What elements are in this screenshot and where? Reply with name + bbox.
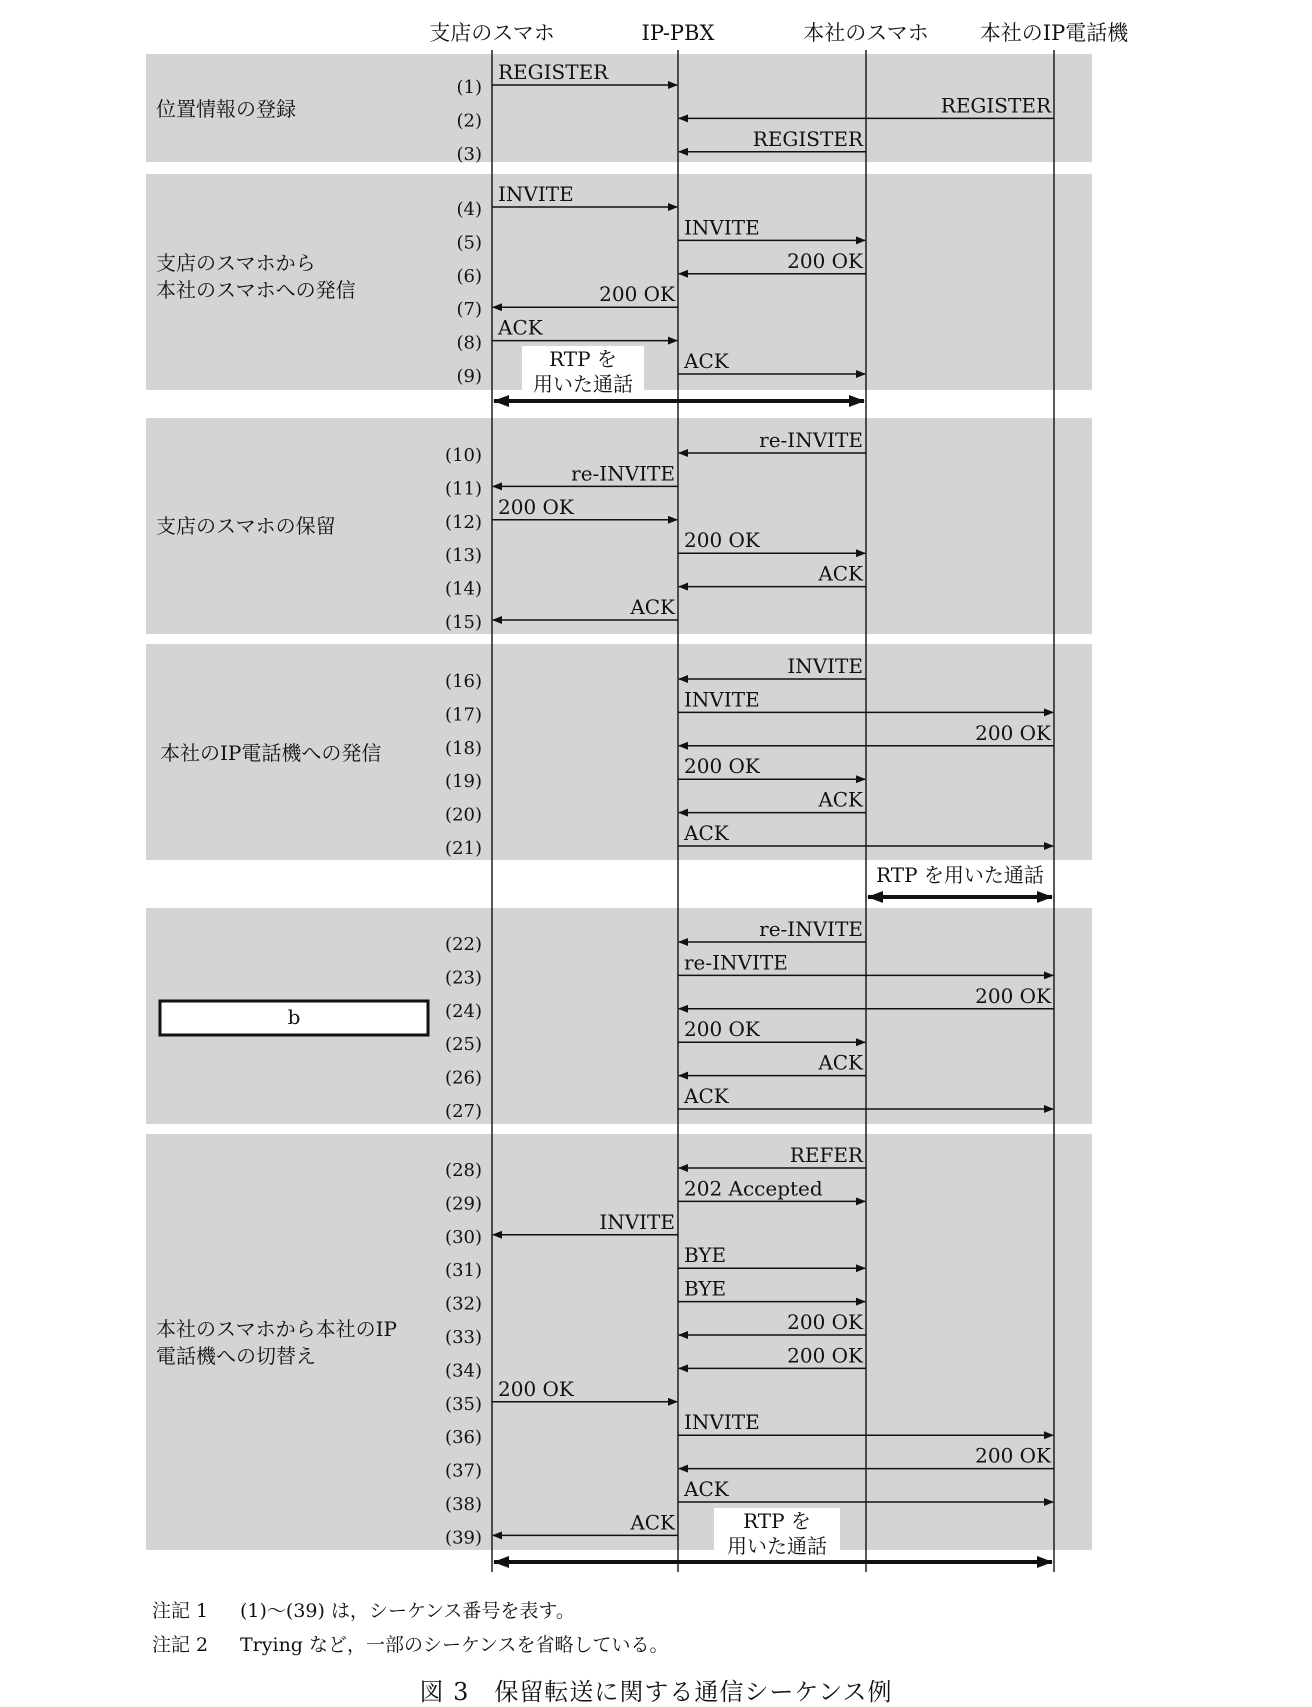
message-label: INVITE — [599, 1209, 675, 1234]
message-label: INVITE — [787, 654, 863, 678]
sequence-number: (9) — [456, 366, 482, 387]
figure-caption: 図 3 保留転送に関する通信シーケンス例 — [419, 1678, 893, 1706]
message-label: re-INVITE — [684, 950, 788, 975]
message-label: re-INVITE — [571, 461, 675, 486]
message-label: 200 OK — [498, 494, 574, 519]
message-label: REFER — [789, 1143, 863, 1167]
rtp-label-line-1: RTP を用いた通話 — [876, 863, 1044, 887]
message-label: 202 Accepted — [684, 1176, 823, 1201]
sequence-number: (17) — [445, 704, 482, 726]
sequence-number: (4) — [456, 199, 482, 220]
sequence-number: (5) — [456, 232, 482, 254]
message-label: ACK — [684, 821, 729, 845]
sequence-number: (18) — [445, 737, 482, 759]
sequence-number: (14) — [445, 578, 482, 600]
note-2-text: Trying など，一部のシーケンスを省略している。 — [240, 1634, 669, 1656]
sequence-number: (24) — [445, 1000, 482, 1022]
note-1 — [152, 1596, 575, 1623]
sequence-number: (13) — [445, 545, 482, 567]
message-label: BYE — [684, 1243, 727, 1268]
section-label-6-line-2: 電話機への切替え — [156, 1344, 316, 1368]
message-label: ACK — [818, 561, 863, 586]
rtp-label-line-2: 用いた通話 — [727, 1534, 827, 1558]
sequence-number: (33) — [445, 1327, 482, 1348]
message-label: INVITE — [498, 182, 574, 206]
message-label: 200 OK — [599, 282, 675, 307]
sequence-number: (21) — [445, 838, 482, 859]
message-label: ACK — [818, 787, 863, 812]
message-label: 200 OK — [975, 1443, 1051, 1468]
message-label: 200 OK — [684, 1017, 760, 1042]
note-2 — [152, 1630, 669, 1657]
participant-label-4: 本社のIP電話機 — [979, 21, 1129, 45]
sequence-number: (3) — [456, 143, 482, 165]
sequence-number: (10) — [445, 445, 482, 466]
sequence-number: (27) — [445, 1101, 482, 1122]
section-label-3-line-1: 支店のスマホの保留 — [156, 514, 336, 538]
sequence-number: (20) — [445, 804, 482, 826]
sequence-number: (19) — [445, 771, 482, 793]
participant-label-1: 支店のスマホ — [429, 21, 555, 45]
sequence-number: (39) — [445, 1527, 482, 1549]
section-label-1-line-1: 位置情報の登録 — [156, 97, 296, 121]
sequence-number: (25) — [445, 1034, 482, 1056]
note-1-text: (1)～(39) は，シーケンス番号を表す。 — [240, 1600, 575, 1622]
sequence-number: (36) — [445, 1427, 482, 1449]
message-label: 200 OK — [787, 248, 863, 273]
message-label: 200 OK — [975, 983, 1051, 1008]
message-label: INVITE — [684, 1410, 760, 1435]
sequence-number: (11) — [445, 478, 482, 500]
sequence-number: (37) — [445, 1460, 482, 1482]
sequence-number: (29) — [445, 1193, 482, 1215]
sequence-number: (30) — [445, 1226, 482, 1248]
message-label: REGISTER — [498, 60, 609, 84]
message-label: REGISTER — [752, 126, 863, 151]
message-label: 200 OK — [975, 720, 1051, 745]
participant-label-2: IP-PBX — [641, 21, 715, 45]
sequence-number: (28) — [445, 1160, 482, 1181]
note-1-label: 注記 1 — [152, 1600, 209, 1622]
note-2-label: 注記 2 — [152, 1634, 209, 1656]
sequence-number: (32) — [445, 1293, 482, 1315]
message-label: ACK — [630, 1510, 675, 1535]
message-label: 200 OK — [684, 528, 760, 553]
message-label: re-INVITE — [759, 428, 863, 452]
message-label: INVITE — [684, 215, 760, 240]
rtp-label-line-1: RTP を — [549, 347, 617, 371]
sequence-number: (6) — [456, 265, 482, 287]
message-label: BYE — [684, 1276, 727, 1301]
message-label: ACK — [498, 315, 543, 340]
message-label: ACK — [630, 595, 675, 619]
sequence-number: (12) — [445, 511, 482, 533]
section-label-2-line-2: 本社のスマホへの発信 — [156, 278, 356, 302]
sequence-number: (15) — [445, 612, 482, 633]
rtp-call-2 — [868, 863, 1052, 897]
message-label: INVITE — [684, 687, 760, 712]
sequence-number: (1) — [456, 77, 482, 98]
section-label-4-line-1: 本社のIP電話機への発信 — [160, 741, 382, 765]
message-label: ACK — [684, 349, 729, 373]
answer-box-label: b — [287, 1005, 301, 1029]
sequence-number: (16) — [445, 671, 482, 692]
message-label: 200 OK — [498, 1376, 574, 1401]
sequence-number: (38) — [445, 1494, 482, 1515]
sequence-number: (31) — [445, 1260, 482, 1282]
message-label: re-INVITE — [759, 917, 863, 941]
participant-label-3: 本社のスマホ — [803, 21, 929, 45]
sequence-number: (26) — [445, 1067, 482, 1089]
message-label: ACK — [684, 1477, 729, 1501]
message-label: 200 OK — [787, 1310, 863, 1334]
rtp-label-line-1: RTP を — [743, 1509, 811, 1533]
rtp-label-line-2: 用いた通話 — [533, 372, 633, 396]
sequence-number: (34) — [445, 1360, 482, 1382]
sequence-number: (22) — [445, 934, 482, 955]
sequence-number: (7) — [456, 299, 482, 321]
section-label-2-line-1: 支店のスマホから — [156, 251, 316, 275]
message-label: REGISTER — [940, 93, 1051, 118]
message-label: ACK — [684, 1084, 729, 1108]
sequence-number: (23) — [445, 967, 482, 989]
sequence-number: (8) — [456, 332, 482, 354]
message-label: ACK — [818, 1050, 863, 1075]
section-label-6-line-1: 本社のスマホから本社のIP — [156, 1317, 397, 1341]
section-band-6 — [146, 1134, 1092, 1550]
message-label: 200 OK — [684, 754, 760, 779]
message-label: 200 OK — [787, 1343, 863, 1368]
sequence-number: (2) — [456, 110, 482, 132]
sequence-number: (35) — [445, 1393, 482, 1415]
